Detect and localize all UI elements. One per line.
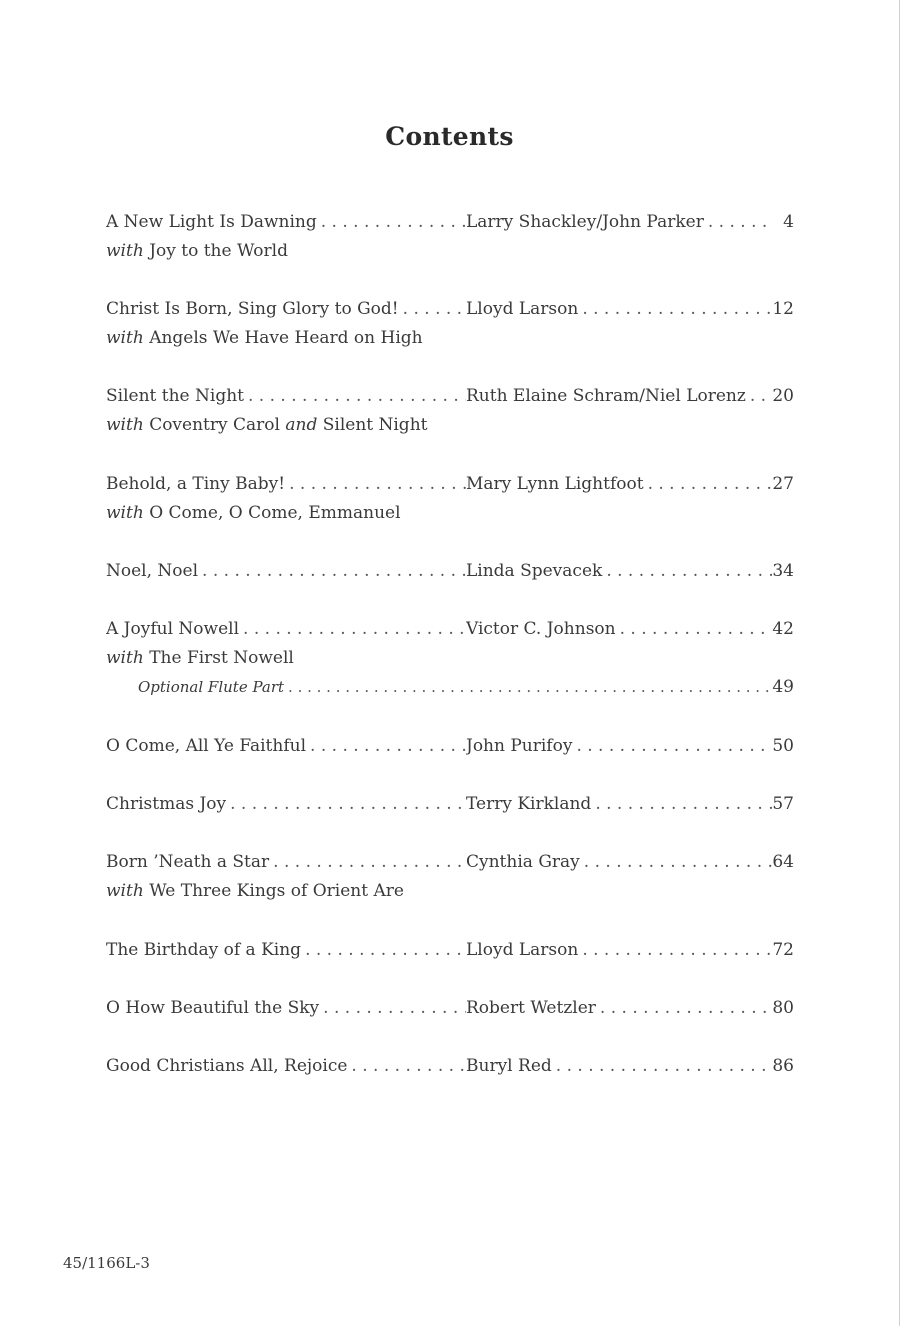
song-title: Born ’Neath a Star	[106, 852, 270, 872]
song-title: Noel, Noel	[106, 561, 199, 581]
page-number: 4	[783, 212, 794, 232]
arranger: Buryl Red	[466, 1056, 552, 1076]
song-title: A New Light Is Dawning	[106, 212, 317, 232]
arranger: Lloyd Larson	[466, 940, 579, 960]
arranger: John Purifoy	[466, 736, 573, 756]
toc-entry	[106, 790, 794, 819]
song-title: Good Christians All, Rejoice	[106, 1056, 348, 1076]
page-number: 57	[772, 794, 794, 814]
dot-leader	[226, 790, 466, 819]
dot-leader	[198, 557, 466, 586]
song-title: A Joyful Nowell	[106, 619, 240, 639]
arranger: Linda Spevacek	[466, 561, 603, 581]
dot-leader	[319, 994, 466, 1023]
arranger: Ruth Elaine Schram/Niel Lorenz	[466, 386, 746, 406]
medley-line: with Joy to the World	[106, 241, 288, 261]
page-number: 80	[772, 998, 794, 1018]
arranger: Larry Shackley/John Parker	[466, 212, 704, 232]
dot-leader	[591, 790, 772, 819]
dot-leader	[572, 732, 772, 761]
page-number: 12	[772, 299, 794, 319]
song-title: Silent the Night	[106, 386, 244, 406]
dot-leader	[616, 615, 772, 644]
dot-leader	[578, 936, 772, 965]
page-number: 42	[772, 619, 794, 639]
song-title: Christ Is Born, Sing Glory to God!	[106, 299, 399, 319]
dot-leader	[578, 295, 772, 324]
arranger: Lloyd Larson	[466, 299, 579, 319]
dot-leader	[644, 470, 772, 499]
catalog-number: 45/1166L-3	[63, 1254, 150, 1272]
page-number: 27	[772, 474, 794, 494]
toc-entry	[106, 208, 794, 266]
toc-entry	[106, 848, 794, 906]
medley-line: with Coventry Carol and Silent Night	[106, 415, 428, 435]
page-number: 20	[772, 386, 794, 406]
optional-part-label: Optional Flute Part	[138, 678, 285, 696]
dot-leader	[399, 295, 466, 324]
arranger: Mary Lynn Lightfoot	[466, 474, 644, 494]
toc-entry	[106, 936, 794, 965]
dot-leader	[552, 1052, 772, 1081]
song-title: O How Beautiful the Sky	[106, 998, 320, 1018]
dot-leader	[285, 470, 466, 499]
optional-part-line	[106, 673, 794, 702]
song-title: O Come, All Ye Faithful	[106, 736, 307, 756]
arranger: Robert Wetzler	[466, 998, 596, 1018]
page-number: 64	[772, 852, 794, 872]
song-title: Christmas Joy	[106, 794, 227, 814]
dot-leader	[704, 208, 772, 237]
medley-line: with The First Nowell	[106, 648, 294, 668]
arranger: Victor C. Johnson	[466, 619, 616, 639]
dot-leader	[317, 208, 466, 237]
song-title: Behold, a Tiny Baby!	[106, 474, 286, 494]
dot-leader	[596, 994, 772, 1023]
page-number: 72	[772, 940, 794, 960]
dot-leader	[580, 848, 772, 877]
toc-entry	[106, 557, 794, 586]
toc-entry	[106, 295, 794, 353]
dot-leader	[239, 615, 466, 644]
page-number: 34	[772, 561, 794, 581]
toc-entry	[106, 1052, 794, 1081]
dot-leader	[347, 1052, 466, 1081]
dot-leader	[244, 382, 466, 411]
dot-leader	[301, 936, 466, 965]
toc-entry	[106, 994, 794, 1023]
page-number: 50	[772, 736, 794, 756]
arranger: Cynthia Gray	[466, 852, 580, 872]
dot-leader	[306, 732, 466, 761]
medley-line: with Angels We Have Heard on High	[106, 328, 423, 348]
toc-entry	[106, 382, 794, 440]
toc-entry	[106, 470, 794, 528]
page-number: 86	[772, 1056, 794, 1076]
toc-entry	[106, 615, 794, 702]
dot-leader	[746, 382, 772, 411]
medley-line: with We Three Kings of Orient Are	[106, 881, 404, 901]
arranger: Terry Kirkland	[466, 794, 592, 814]
dot-leader	[284, 673, 772, 702]
dot-leader	[269, 848, 466, 877]
medley-line: with O Come, O Come, Emmanuel	[106, 503, 401, 523]
song-title: The Birthday of a King	[106, 940, 302, 960]
toc-entry	[106, 732, 794, 761]
dot-leader	[602, 557, 772, 586]
page-title: Contents	[385, 122, 514, 151]
page-number: 49	[772, 677, 794, 697]
